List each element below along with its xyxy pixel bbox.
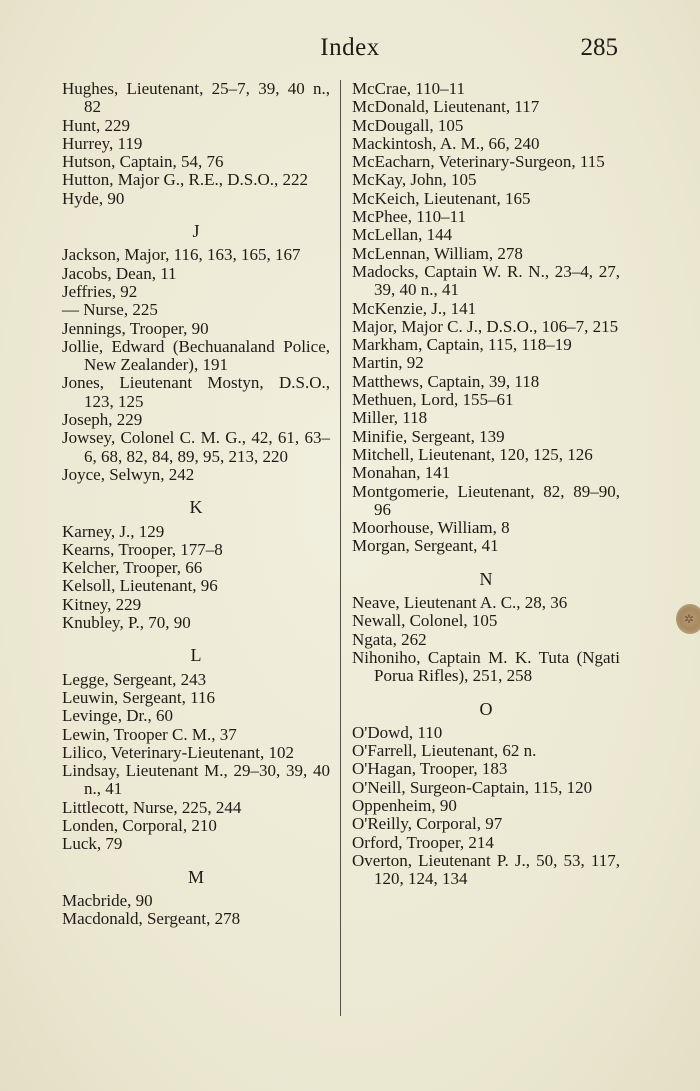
- index-entry: Hunt, 229: [62, 115, 130, 135]
- section-letter: O: [479, 698, 493, 719]
- index-entry: Jones, Lieutenant Mostyn, D.S.O., 123, 125: [62, 373, 330, 411]
- index-entry: Major, Major C. J., D.S.O., 106–7, 215: [352, 316, 619, 336]
- index-entry: Luck, 79: [62, 834, 123, 854]
- index-entry: Matthews, Captain, 39, 118: [352, 371, 540, 391]
- index-entry: O'Dowd, 110: [352, 722, 443, 742]
- index-entry: O'Hagan, Trooper, 183: [352, 759, 508, 779]
- index-entry: Joseph, 229: [62, 410, 143, 430]
- index-entry: Legge, Sergeant, 243: [62, 669, 207, 689]
- index-entry: Methuen, Lord, 155–61: [352, 390, 514, 410]
- index-entry: Hutson, Captain, 54, 76: [62, 152, 224, 172]
- stamp-mark-icon: ✲: [684, 612, 695, 626]
- index-entry: Markham, Captain, 115, 118–19: [352, 335, 572, 355]
- index-entry: McDonald, Lieutenant, 117: [352, 97, 540, 117]
- index-entry: Lindsay, Lieutenant M., 29–30, 39, 40 n., 41: [62, 761, 330, 799]
- index-entry: McPhee, 110–11: [352, 207, 466, 227]
- index-entry: Kearns, Trooper, 177–8: [62, 539, 223, 559]
- index-entry: McLellan, 144: [352, 225, 453, 245]
- index-entry: Leuwin, Sergeant, 116: [62, 687, 215, 707]
- index-entry: Madocks, Captain W. R. N., 23–4, 27, 39, 40 n., 41: [352, 261, 620, 300]
- index-entry: Londen, Corporal, 210: [62, 815, 217, 835]
- index-entry: Macdonald, Sergeant, 278: [62, 909, 241, 929]
- index-entry: Hutton, Major G., R.E., D.S.O., 222: [62, 170, 309, 190]
- index-entry: Miller, 118: [352, 408, 428, 428]
- index-entry: Knubley, P., 70, 90: [62, 613, 191, 633]
- running-title: Index: [320, 34, 380, 61]
- index-entry: Hurrey, 119: [62, 133, 143, 153]
- index-entry: Montgomerie, Lieutenant, 82, 89–90, 96: [352, 481, 620, 519]
- index-entry: O'Farrell, Lieutenant, 62 n.: [352, 741, 537, 761]
- index-entry: — Nurse, 225: [62, 300, 158, 320]
- section-letter: K: [189, 497, 203, 518]
- index-entry: Kelcher, Trooper, 66: [62, 558, 203, 578]
- index-entry: Kitney, 229: [62, 594, 142, 614]
- index-entry: Moorhouse, William, 8: [352, 518, 510, 538]
- index-entry: Lewin, Trooper C. M., 37: [62, 724, 237, 744]
- index-entry: McKeich, Lieutenant, 165: [352, 188, 531, 208]
- index-entry: Levinge, Dr., 60: [62, 706, 173, 726]
- index-entry: McLennan, William, 278: [352, 243, 523, 263]
- index-entry: Nihoniho, Captain M. K. Tuta (Ngati Porua Rifles), 251, 258: [352, 647, 620, 686]
- section-letter: J: [192, 221, 200, 242]
- index-entry: McEacharn, Veterinary-Surgeon, 115: [352, 152, 605, 172]
- index-entry: Jackson, Major, 116, 163, 165, 167: [62, 245, 301, 265]
- page-number: 285: [580, 34, 618, 61]
- index-entry: Overton, Lieutenant P. J., 50, 53, 117, 120, 124, 134: [352, 850, 620, 889]
- index-entry: Morgan, Sergeant, 41: [352, 536, 499, 556]
- index-column-right: [352, 80, 620, 888]
- index-entry: Neave, Lieutenant A. C., 28, 36: [352, 593, 568, 613]
- index-entry: Orford, Trooper, 214: [352, 832, 494, 852]
- index-entry: Minifie, Sergeant, 139: [352, 426, 505, 446]
- index-entry: Joyce, Selwyn, 242: [62, 464, 195, 484]
- index-entry: O'Reilly, Corporal, 97: [352, 814, 503, 834]
- index-entry: Jowsey, Colonel C. M. G., 42, 61, 63–6, 68, 82, 84, 89, 95, 213, 220: [62, 428, 330, 466]
- index-entry: Newall, Colonel, 105: [352, 611, 498, 631]
- index-entry: McDougall, 105: [352, 115, 464, 135]
- index-entry: Mackintosh, A. M., 66, 240: [352, 133, 540, 153]
- index-entry: O'Neill, Surgeon-Captain, 115, 120: [352, 777, 593, 797]
- index-entry: Monahan, 141: [352, 463, 451, 483]
- index-entry: Kelsoll, Lieutenant, 96: [62, 576, 218, 596]
- section-letter: N: [479, 568, 493, 589]
- index-entry: Jollie, Edward (Bechuanaland Police, New Zealander), 191: [62, 336, 330, 375]
- index-column-left: [62, 80, 330, 928]
- index-entry: Jacobs, Dean, 11: [62, 263, 177, 283]
- section-letter: M: [187, 866, 204, 887]
- index-entry: Karney, J., 129: [62, 521, 165, 541]
- index-entry: McKay, John, 105: [352, 170, 477, 190]
- index-entry: Littlecott, Nurse, 225, 244: [62, 797, 242, 817]
- index-entry: Hughes, Lieutenant, 25–7, 39, 40 n., 82: [62, 79, 330, 117]
- index-entry: Ngata, 262: [352, 629, 427, 649]
- index-entry: Lilico, Veterinary-Lieutenant, 102: [62, 742, 294, 762]
- index-entry: Jennings, Trooper, 90: [62, 318, 209, 338]
- index-entry: Jeffries, 92: [62, 281, 138, 301]
- index-entry: Oppenheim, 90: [352, 795, 457, 815]
- index-entry: Mitchell, Lieutenant, 120, 125, 126: [352, 444, 593, 464]
- index-entry: Martin, 92: [352, 353, 424, 373]
- column-divider: [340, 80, 341, 1016]
- index-entry: McCrae, 110–11: [352, 79, 465, 98]
- index-entry: Hyde, 90: [62, 188, 125, 208]
- index-entry: Macbride, 90: [62, 890, 153, 910]
- section-letter: L: [190, 645, 202, 666]
- index-entry: McKenzie, J., 141: [352, 298, 477, 318]
